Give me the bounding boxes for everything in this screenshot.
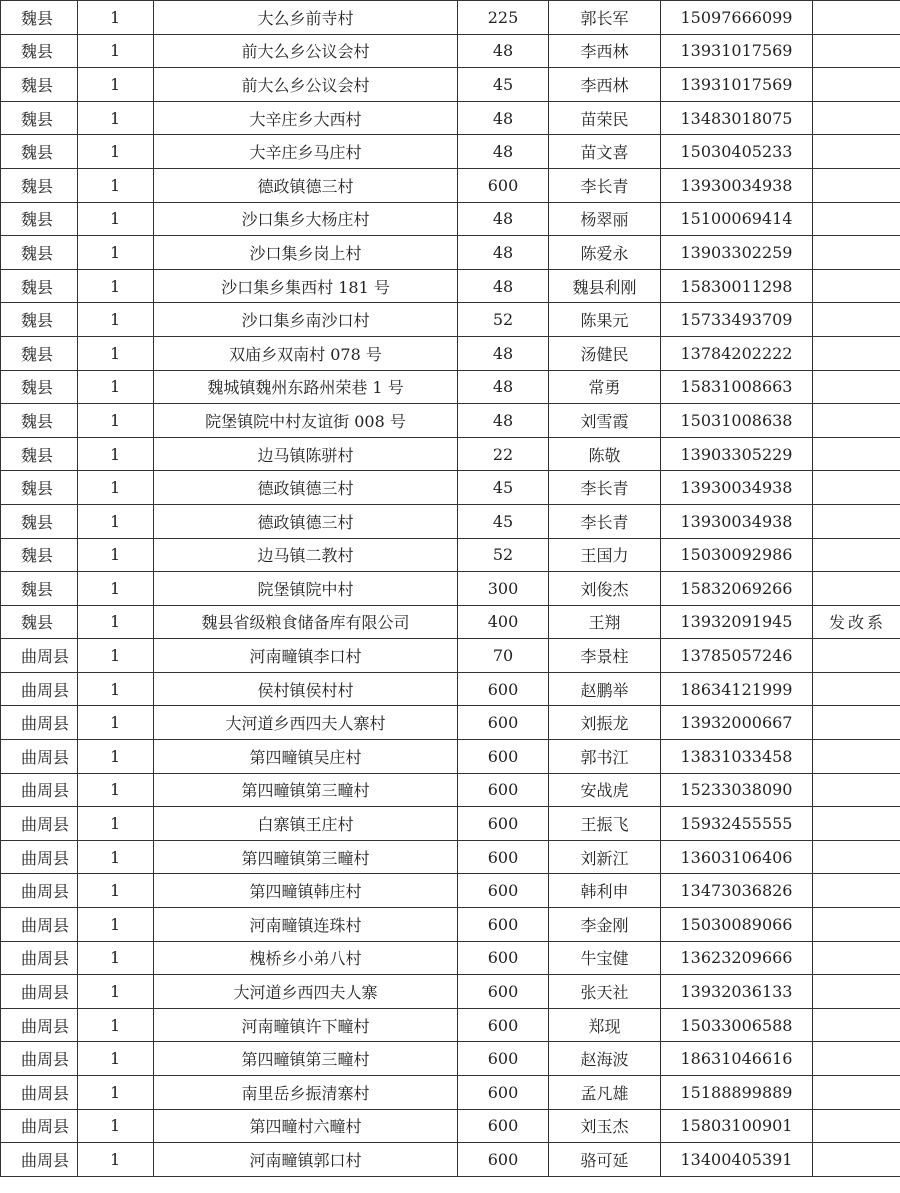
quantity-cell: 48 xyxy=(458,101,549,135)
quantity-cell: 600 xyxy=(458,1008,549,1042)
contact-name-cell: 陈敬 xyxy=(549,437,661,471)
contact-name-cell: 安战虎 xyxy=(549,773,661,807)
count-cell: 1 xyxy=(78,572,154,606)
table-row xyxy=(1,773,900,807)
phone-cell: 15031008638 xyxy=(661,404,813,438)
address-cell: 侯村镇侯村村 xyxy=(154,672,458,706)
quantity-cell: 52 xyxy=(458,303,549,337)
quantity-cell: 225 xyxy=(458,1,549,35)
county-cell: 曲周县 xyxy=(1,975,78,1009)
quantity-cell: 48 xyxy=(458,370,549,404)
quantity-cell: 52 xyxy=(458,538,549,572)
quantity-cell: 600 xyxy=(458,773,549,807)
address-cell: 第四疃镇第三疃村 xyxy=(154,773,458,807)
table-row xyxy=(1,874,900,908)
quantity-cell: 400 xyxy=(458,605,549,639)
note-cell xyxy=(813,101,900,135)
count-cell: 1 xyxy=(78,639,154,673)
table-row xyxy=(1,269,900,303)
address-cell: 槐桥乡小弟八村 xyxy=(154,941,458,975)
table-row xyxy=(1,303,900,337)
phone-cell: 15030405233 xyxy=(661,135,813,169)
note-cell xyxy=(813,336,900,370)
contact-name-cell: 陈爱永 xyxy=(549,236,661,270)
address-cell: 第四疃镇第三疃村 xyxy=(154,840,458,874)
address-cell: 沙口集乡南沙口村 xyxy=(154,303,458,337)
table-row xyxy=(1,975,900,1009)
county-cell: 魏县 xyxy=(1,68,78,102)
table-row xyxy=(1,370,900,404)
table-row xyxy=(1,34,900,68)
phone-cell: 15733493709 xyxy=(661,303,813,337)
note-cell xyxy=(813,34,900,68)
phone-cell: 13930034938 xyxy=(661,168,813,202)
county-cell: 曲周县 xyxy=(1,1076,78,1110)
address-cell: 大河道乡西四夫人寨 xyxy=(154,975,458,1009)
county-cell: 魏县 xyxy=(1,135,78,169)
county-cell: 曲周县 xyxy=(1,639,78,673)
phone-cell: 15188899889 xyxy=(661,1076,813,1110)
quantity-cell: 600 xyxy=(458,740,549,774)
contact-name-cell: 陈果元 xyxy=(549,303,661,337)
contact-name-cell: 牛宝健 xyxy=(549,941,661,975)
phone-cell: 15097666099 xyxy=(661,1,813,35)
contact-name-cell: 孟凡雄 xyxy=(549,1076,661,1110)
count-cell: 1 xyxy=(78,504,154,538)
table-row xyxy=(1,1109,900,1143)
contact-name-cell: 韩利申 xyxy=(549,874,661,908)
count-cell: 1 xyxy=(78,269,154,303)
table-row xyxy=(1,504,900,538)
phone-cell: 13473036826 xyxy=(661,874,813,908)
county-cell: 曲周县 xyxy=(1,773,78,807)
quantity-cell: 45 xyxy=(458,504,549,538)
address-cell: 边马镇陈骈村 xyxy=(154,437,458,471)
phone-cell: 13903302259 xyxy=(661,236,813,270)
quantity-cell: 600 xyxy=(458,975,549,1009)
note-cell xyxy=(813,1076,900,1110)
quantity-cell: 70 xyxy=(458,639,549,673)
count-cell: 1 xyxy=(78,404,154,438)
address-cell: 魏城镇魏州东路州荣巷 1 号 xyxy=(154,370,458,404)
count-cell: 1 xyxy=(78,437,154,471)
phone-cell: 13784202222 xyxy=(661,336,813,370)
quantity-cell: 48 xyxy=(458,269,549,303)
contact-name-cell: 杨翠丽 xyxy=(549,202,661,236)
address-cell: 大辛庄乡马庄村 xyxy=(154,135,458,169)
quantity-cell: 48 xyxy=(458,135,549,169)
county-cell: 魏县 xyxy=(1,34,78,68)
count-cell: 1 xyxy=(78,975,154,1009)
table-row xyxy=(1,1008,900,1042)
count-cell: 1 xyxy=(78,135,154,169)
count-cell: 1 xyxy=(78,101,154,135)
count-cell: 1 xyxy=(78,908,154,942)
address-cell: 河南疃镇许下疃村 xyxy=(154,1008,458,1042)
county-cell: 魏县 xyxy=(1,605,78,639)
note-cell xyxy=(813,1,900,35)
quantity-cell: 600 xyxy=(458,874,549,908)
quantity-cell: 48 xyxy=(458,34,549,68)
quantity-cell: 600 xyxy=(458,1042,549,1076)
address-cell: 前大么乡公议会村 xyxy=(154,68,458,102)
contact-name-cell: 郭长军 xyxy=(549,1,661,35)
note-cell xyxy=(813,437,900,471)
contact-name-cell: 苗文喜 xyxy=(549,135,661,169)
quantity-cell: 600 xyxy=(458,908,549,942)
quantity-cell: 48 xyxy=(458,336,549,370)
note-cell xyxy=(813,572,900,606)
quantity-cell: 600 xyxy=(458,840,549,874)
contact-name-cell: 刘雪霞 xyxy=(549,404,661,438)
address-cell: 德政镇德三村 xyxy=(154,168,458,202)
county-cell: 魏县 xyxy=(1,202,78,236)
phone-cell: 13603106406 xyxy=(661,840,813,874)
contact-name-cell: 张天社 xyxy=(549,975,661,1009)
count-cell: 1 xyxy=(78,68,154,102)
table-row xyxy=(1,168,900,202)
note-cell xyxy=(813,1008,900,1042)
phone-cell: 15030089066 xyxy=(661,908,813,942)
contact-name-cell: 郑现 xyxy=(549,1008,661,1042)
quantity-cell: 45 xyxy=(458,471,549,505)
phone-cell: 15832069266 xyxy=(661,572,813,606)
note-cell xyxy=(813,672,900,706)
address-cell: 前大么乡公议会村 xyxy=(154,34,458,68)
address-cell: 院堡镇院中村友谊街 008 号 xyxy=(154,404,458,438)
contact-name-cell: 刘玉杰 xyxy=(549,1109,661,1143)
quantity-cell: 45 xyxy=(458,68,549,102)
note-cell xyxy=(813,639,900,673)
note-cell xyxy=(813,975,900,1009)
table-row xyxy=(1,1076,900,1110)
address-cell: 院堡镇院中村 xyxy=(154,572,458,606)
quantity-cell: 300 xyxy=(458,572,549,606)
county-cell: 魏县 xyxy=(1,572,78,606)
county-cell: 魏县 xyxy=(1,269,78,303)
county-cell: 曲周县 xyxy=(1,941,78,975)
contact-name-cell: 郭书江 xyxy=(549,740,661,774)
quantity-cell: 48 xyxy=(458,404,549,438)
note-cell xyxy=(813,874,900,908)
table-row xyxy=(1,908,900,942)
address-cell: 河南疃镇李口村 xyxy=(154,639,458,673)
contact-name-cell: 李景柱 xyxy=(549,639,661,673)
address-cell: 沙口集乡集西村 181 号 xyxy=(154,269,458,303)
count-cell: 1 xyxy=(78,874,154,908)
quantity-cell: 600 xyxy=(458,672,549,706)
contact-name-cell: 刘新江 xyxy=(549,840,661,874)
contact-name-cell: 李长青 xyxy=(549,504,661,538)
note-cell xyxy=(813,1042,900,1076)
phone-cell: 15030092986 xyxy=(661,538,813,572)
note-cell xyxy=(813,404,900,438)
table-row xyxy=(1,1143,900,1177)
table-row xyxy=(1,538,900,572)
contact-name-cell: 李长青 xyxy=(549,168,661,202)
count-cell: 1 xyxy=(78,840,154,874)
note-cell xyxy=(813,941,900,975)
count-cell: 1 xyxy=(78,605,154,639)
contact-name-cell: 李长青 xyxy=(549,471,661,505)
county-cell: 曲周县 xyxy=(1,1109,78,1143)
county-cell: 曲周县 xyxy=(1,1042,78,1076)
note-cell xyxy=(813,807,900,841)
count-cell: 1 xyxy=(78,1109,154,1143)
count-cell: 1 xyxy=(78,1042,154,1076)
table-row xyxy=(1,404,900,438)
contact-name-cell: 魏县利刚 xyxy=(549,269,661,303)
phone-cell: 13931017569 xyxy=(661,34,813,68)
note-cell xyxy=(813,303,900,337)
note-cell xyxy=(813,168,900,202)
count-cell: 1 xyxy=(78,773,154,807)
count-cell: 1 xyxy=(78,1008,154,1042)
phone-cell: 13932000667 xyxy=(661,706,813,740)
address-cell: 双庙乡双南村 078 号 xyxy=(154,336,458,370)
county-cell: 魏县 xyxy=(1,437,78,471)
address-cell: 德政镇德三村 xyxy=(154,504,458,538)
count-cell: 1 xyxy=(78,706,154,740)
contact-name-cell: 王振飞 xyxy=(549,807,661,841)
phone-cell: 18631046616 xyxy=(661,1042,813,1076)
quantity-cell: 600 xyxy=(458,1143,549,1177)
contact-name-cell: 赵海波 xyxy=(549,1042,661,1076)
table-body xyxy=(1,1,900,1177)
phone-cell: 15932455555 xyxy=(661,807,813,841)
county-cell: 曲周县 xyxy=(1,740,78,774)
count-cell: 1 xyxy=(78,236,154,270)
contact-name-cell: 汤健民 xyxy=(549,336,661,370)
phone-cell: 13932091945 xyxy=(661,605,813,639)
county-cell: 魏县 xyxy=(1,504,78,538)
contact-name-cell: 骆可延 xyxy=(549,1143,661,1177)
table-row xyxy=(1,672,900,706)
count-cell: 1 xyxy=(78,1143,154,1177)
address-cell: 沙口集乡大杨庄村 xyxy=(154,202,458,236)
count-cell: 1 xyxy=(78,1076,154,1110)
count-cell: 1 xyxy=(78,471,154,505)
contact-name-cell: 李西林 xyxy=(549,68,661,102)
county-cell: 曲周县 xyxy=(1,1008,78,1042)
table-row xyxy=(1,135,900,169)
phone-cell: 13785057246 xyxy=(661,639,813,673)
table-row xyxy=(1,840,900,874)
county-cell: 曲周县 xyxy=(1,672,78,706)
address-cell: 大辛庄乡大西村 xyxy=(154,101,458,135)
address-cell: 沙口集乡岗上村 xyxy=(154,236,458,270)
address-cell: 魏县省级粮食储备库有限公司 xyxy=(154,605,458,639)
quantity-cell: 600 xyxy=(458,807,549,841)
table-row xyxy=(1,1042,900,1076)
address-cell: 第四疃镇吴庄村 xyxy=(154,740,458,774)
county-cell: 魏县 xyxy=(1,370,78,404)
county-cell: 曲周县 xyxy=(1,706,78,740)
phone-cell: 15830011298 xyxy=(661,269,813,303)
county-cell: 魏县 xyxy=(1,471,78,505)
county-cell: 魏县 xyxy=(1,1,78,35)
note-cell xyxy=(813,840,900,874)
phone-cell: 13831033458 xyxy=(661,740,813,774)
phone-cell: 13400405391 xyxy=(661,1143,813,1177)
count-cell: 1 xyxy=(78,672,154,706)
address-cell: 边马镇二教村 xyxy=(154,538,458,572)
contact-name-cell: 王翔 xyxy=(549,605,661,639)
note-cell xyxy=(813,740,900,774)
table-row xyxy=(1,706,900,740)
table-row xyxy=(1,572,900,606)
address-cell: 白寨镇王庄村 xyxy=(154,807,458,841)
phone-cell: 13932036133 xyxy=(661,975,813,1009)
note-cell xyxy=(813,370,900,404)
contact-name-cell: 常勇 xyxy=(549,370,661,404)
table-row xyxy=(1,101,900,135)
phone-cell: 15233038090 xyxy=(661,773,813,807)
count-cell: 1 xyxy=(78,538,154,572)
table-row xyxy=(1,437,900,471)
county-cell: 魏县 xyxy=(1,404,78,438)
table-row xyxy=(1,807,900,841)
note-cell xyxy=(813,706,900,740)
phone-cell: 15100069414 xyxy=(661,202,813,236)
county-cell: 魏县 xyxy=(1,101,78,135)
count-cell: 1 xyxy=(78,34,154,68)
phone-cell: 18634121999 xyxy=(661,672,813,706)
contact-name-cell: 李金刚 xyxy=(549,908,661,942)
note-cell xyxy=(813,773,900,807)
note-cell xyxy=(813,1109,900,1143)
phone-cell: 13623209666 xyxy=(661,941,813,975)
phone-cell: 13931017569 xyxy=(661,68,813,102)
note-cell xyxy=(813,135,900,169)
count-cell: 1 xyxy=(78,941,154,975)
phone-cell: 13903305229 xyxy=(661,437,813,471)
phone-cell: 13483018075 xyxy=(661,101,813,135)
quantity-cell: 600 xyxy=(458,1109,549,1143)
county-cell: 魏县 xyxy=(1,538,78,572)
count-cell: 1 xyxy=(78,303,154,337)
county-cell: 魏县 xyxy=(1,336,78,370)
phone-cell: 15033006588 xyxy=(661,1008,813,1042)
address-cell: 第四疃镇第三疃村 xyxy=(154,1042,458,1076)
table-row xyxy=(1,236,900,270)
note-cell xyxy=(813,538,900,572)
county-cell: 魏县 xyxy=(1,303,78,337)
address-cell: 河南疃镇连珠村 xyxy=(154,908,458,942)
address-cell: 南里岳乡振清寨村 xyxy=(154,1076,458,1110)
count-cell: 1 xyxy=(78,807,154,841)
county-cell: 曲周县 xyxy=(1,840,78,874)
quantity-cell: 22 xyxy=(458,437,549,471)
count-cell: 1 xyxy=(78,202,154,236)
address-cell: 河南疃镇郭口村 xyxy=(154,1143,458,1177)
note-cell xyxy=(813,269,900,303)
county-cell: 曲周县 xyxy=(1,908,78,942)
contact-name-cell: 刘俊杰 xyxy=(549,572,661,606)
phone-cell: 13930034938 xyxy=(661,504,813,538)
address-cell: 大么乡前寺村 xyxy=(154,1,458,35)
quantity-cell: 600 xyxy=(458,706,549,740)
county-cell: 魏县 xyxy=(1,236,78,270)
county-cell: 曲周县 xyxy=(1,874,78,908)
contact-name-cell: 刘振龙 xyxy=(549,706,661,740)
address-cell: 第四疃镇韩庄村 xyxy=(154,874,458,908)
quantity-cell: 48 xyxy=(458,236,549,270)
count-cell: 1 xyxy=(78,370,154,404)
phone-cell: 15831008663 xyxy=(661,370,813,404)
table-row xyxy=(1,1,900,35)
address-cell: 大河道乡西四夫人寨村 xyxy=(154,706,458,740)
contact-name-cell: 赵鹏举 xyxy=(549,672,661,706)
count-cell: 1 xyxy=(78,740,154,774)
note-cell: 发改系 xyxy=(813,605,900,639)
contact-name-cell: 李西林 xyxy=(549,34,661,68)
county-cell: 魏县 xyxy=(1,168,78,202)
table-row xyxy=(1,605,900,639)
table-row xyxy=(1,68,900,102)
address-cell: 德政镇德三村 xyxy=(154,471,458,505)
quantity-cell: 600 xyxy=(458,168,549,202)
contact-name-cell: 王国力 xyxy=(549,538,661,572)
phone-cell: 15803100901 xyxy=(661,1109,813,1143)
note-cell xyxy=(813,202,900,236)
note-cell xyxy=(813,471,900,505)
count-cell: 1 xyxy=(78,1,154,35)
quantity-cell: 600 xyxy=(458,1076,549,1110)
count-cell: 1 xyxy=(78,336,154,370)
table-row xyxy=(1,336,900,370)
table-row xyxy=(1,639,900,673)
table-row xyxy=(1,740,900,774)
contact-name-cell: 苗荣民 xyxy=(549,101,661,135)
table-row xyxy=(1,471,900,505)
note-cell xyxy=(813,68,900,102)
quantity-cell: 600 xyxy=(458,941,549,975)
county-cell: 曲周县 xyxy=(1,807,78,841)
address-cell: 第四疃村六疃村 xyxy=(154,1109,458,1143)
table-row xyxy=(1,202,900,236)
phone-cell: 13930034938 xyxy=(661,471,813,505)
note-cell xyxy=(813,1143,900,1177)
note-cell xyxy=(813,236,900,270)
count-cell: 1 xyxy=(78,168,154,202)
quantity-cell: 48 xyxy=(458,202,549,236)
note-cell xyxy=(813,504,900,538)
county-cell: 曲周县 xyxy=(1,1143,78,1177)
note-cell xyxy=(813,908,900,942)
table-row xyxy=(1,941,900,975)
